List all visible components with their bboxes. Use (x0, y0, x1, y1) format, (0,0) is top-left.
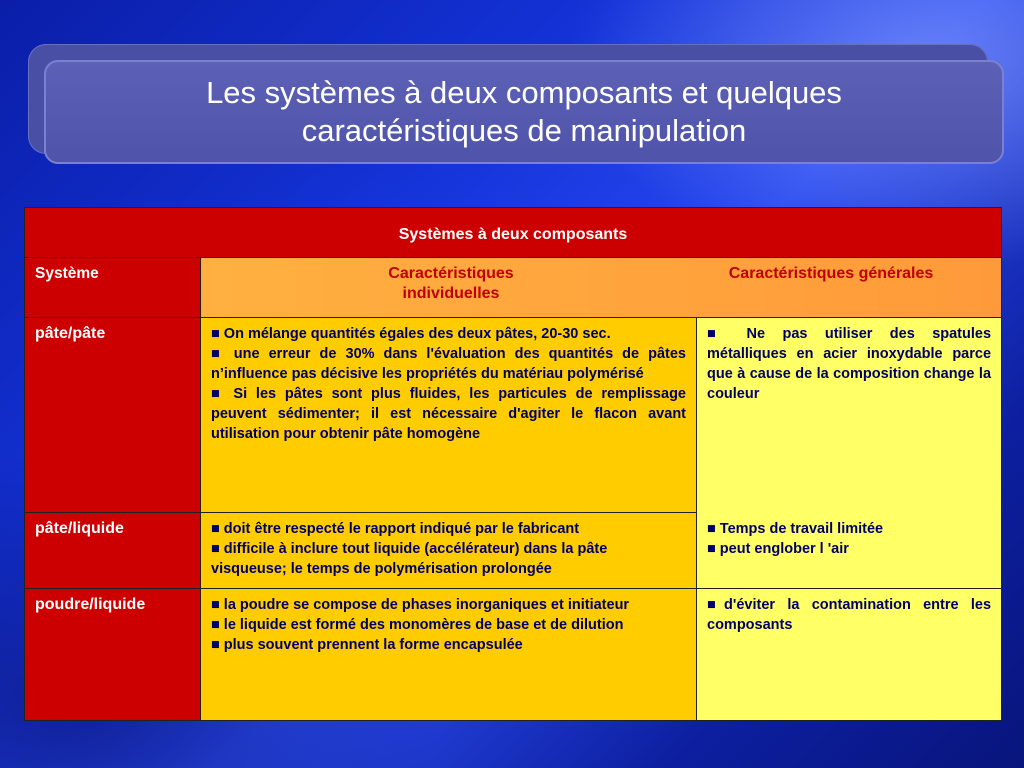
list-item: ■ Temps de travail limitée (707, 520, 884, 537)
individual-cell-pate-liquide (201, 513, 697, 589)
column-header-system: Système (25, 258, 201, 318)
column-header-individual-line-2: individuelles (402, 285, 500, 302)
list-item: ■ la poudre se compose de phases inorganiques et initiateur (211, 597, 630, 613)
individual-cell-pate-pate (201, 318, 697, 513)
general-cell-poudre-liquide (697, 589, 1002, 721)
column-header-individual (211, 264, 691, 304)
list-item: ■ Ne pas utiliser des spatules métalliques en acier inoxydable parce que à cause de la composition change la couleur (707, 326, 992, 402)
column-header-general: Caractéristiques générales (728, 265, 934, 282)
table-header: Systèmes à deux composants (25, 208, 1002, 258)
column-header-characteristics (201, 258, 1002, 318)
list-item: ■ peut englober l 'air (707, 540, 849, 557)
two-component-systems-table (24, 207, 1002, 721)
individual-cell-poudre-liquide (201, 589, 697, 721)
list-item: ■ doit être respecté le rapport indiqué par le fabricant (211, 521, 580, 537)
list-item: ■d'éviter la contamination entre les composants (707, 597, 992, 633)
slide-title (44, 60, 1004, 164)
row-label-pate-liquide: pâte/liquide (25, 513, 201, 589)
list-item: ■ le liquide est formé des monomères de base et de dilution (211, 617, 624, 633)
slide-title-box (28, 44, 1004, 164)
slide-title-line-1: Les systèmes à deux composants et quelques (206, 75, 842, 110)
list-item: ■ Si les pâtes sont plus fluides, les particules de remplissage peuvent sédimenter; il est nécessaire d'agiter le flacon avant utilisation pour obtenir pâte homogène (211, 386, 686, 442)
slide-title-line-2: caractéristiques de manipulation (301, 113, 747, 148)
list-item: ■ plus souvent prennent la forme encapsulée (211, 637, 523, 653)
list-item: ■ une erreur de 30% dans l'évaluation des quantités de pâtes n’influence pas décisive les propriétés du matériau polymérisé (211, 346, 686, 382)
row-label-pate-pate: pâte/pâte (25, 318, 201, 513)
list-item: ■ difficile à inclure tout liquide (accélérateur) dans la pâte visqueuse; le temps de polymérisation prolongée (211, 541, 608, 577)
row-label-poudre-liquide: poudre/liquide (25, 589, 201, 721)
general-cell-pate-pate (697, 318, 1002, 513)
column-header-individual-line-1: Caractéristiques (388, 265, 514, 282)
general-cell-pate-liquide (697, 513, 1002, 589)
list-item: ■ On mélange quantités égales des deux pâtes, 20-30 sec. (211, 326, 611, 342)
